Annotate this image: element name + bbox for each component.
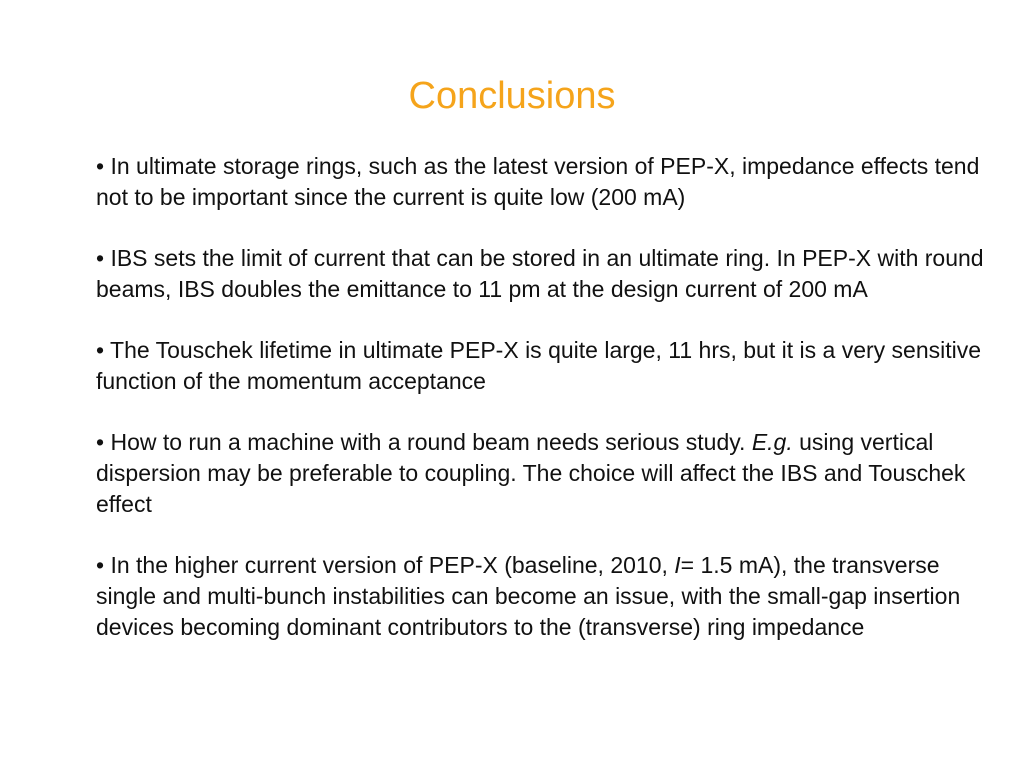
bullet-marker: • xyxy=(96,552,105,578)
bullet-text: IBS sets the limit of current that can be stored in an ultimate ring. In PEP-X with round beams, IBS doubles the emittance to 11 pm at the design current of 200 mA xyxy=(96,245,984,302)
bullet-item-round-beam xyxy=(96,427,986,520)
bullet-text-before: In the higher current version of PEP-X (baseline, 2010, xyxy=(104,552,675,578)
bullet-marker: • xyxy=(96,153,105,179)
slide-title: Conclusions xyxy=(408,75,616,117)
bullet-emphasis: I xyxy=(674,552,681,578)
bullet-text-after: = 1.5 mA), the transverse single and multi-bunch instabilities can become an issue, with the small-gap insertion devices becoming dominant contributors to the (transverse) ring impedance xyxy=(96,552,961,640)
bullet-text-after: using vertical dispersion may be preferable to coupling. The choice will affect the IBS and Touschek effect xyxy=(96,429,966,517)
bullet-marker: • xyxy=(96,337,105,363)
bullet-item-impedance xyxy=(96,151,986,213)
bullet-marker: • xyxy=(96,245,105,271)
bullet-text: In ultimate storage rings, such as the latest version of PEP-X, impedance effects tend not to be important since the current is quite low (200 mA) xyxy=(96,153,980,210)
bullet-text-before: How to run a machine with a round beam needs serious study. xyxy=(104,429,752,455)
bullet-text: The Touschek lifetime in ultimate PEP-X is quite large, 11 hrs, but it is a very sensitive function of the momentum acceptance xyxy=(96,337,982,394)
bullet-item-ibs xyxy=(96,243,986,305)
bullet-marker: • xyxy=(96,429,105,455)
bullet-item-higher-current xyxy=(96,550,986,643)
bullet-item-touschek xyxy=(96,335,986,397)
bullet-emphasis: E.g. xyxy=(751,429,793,455)
bullet-list xyxy=(96,151,986,643)
